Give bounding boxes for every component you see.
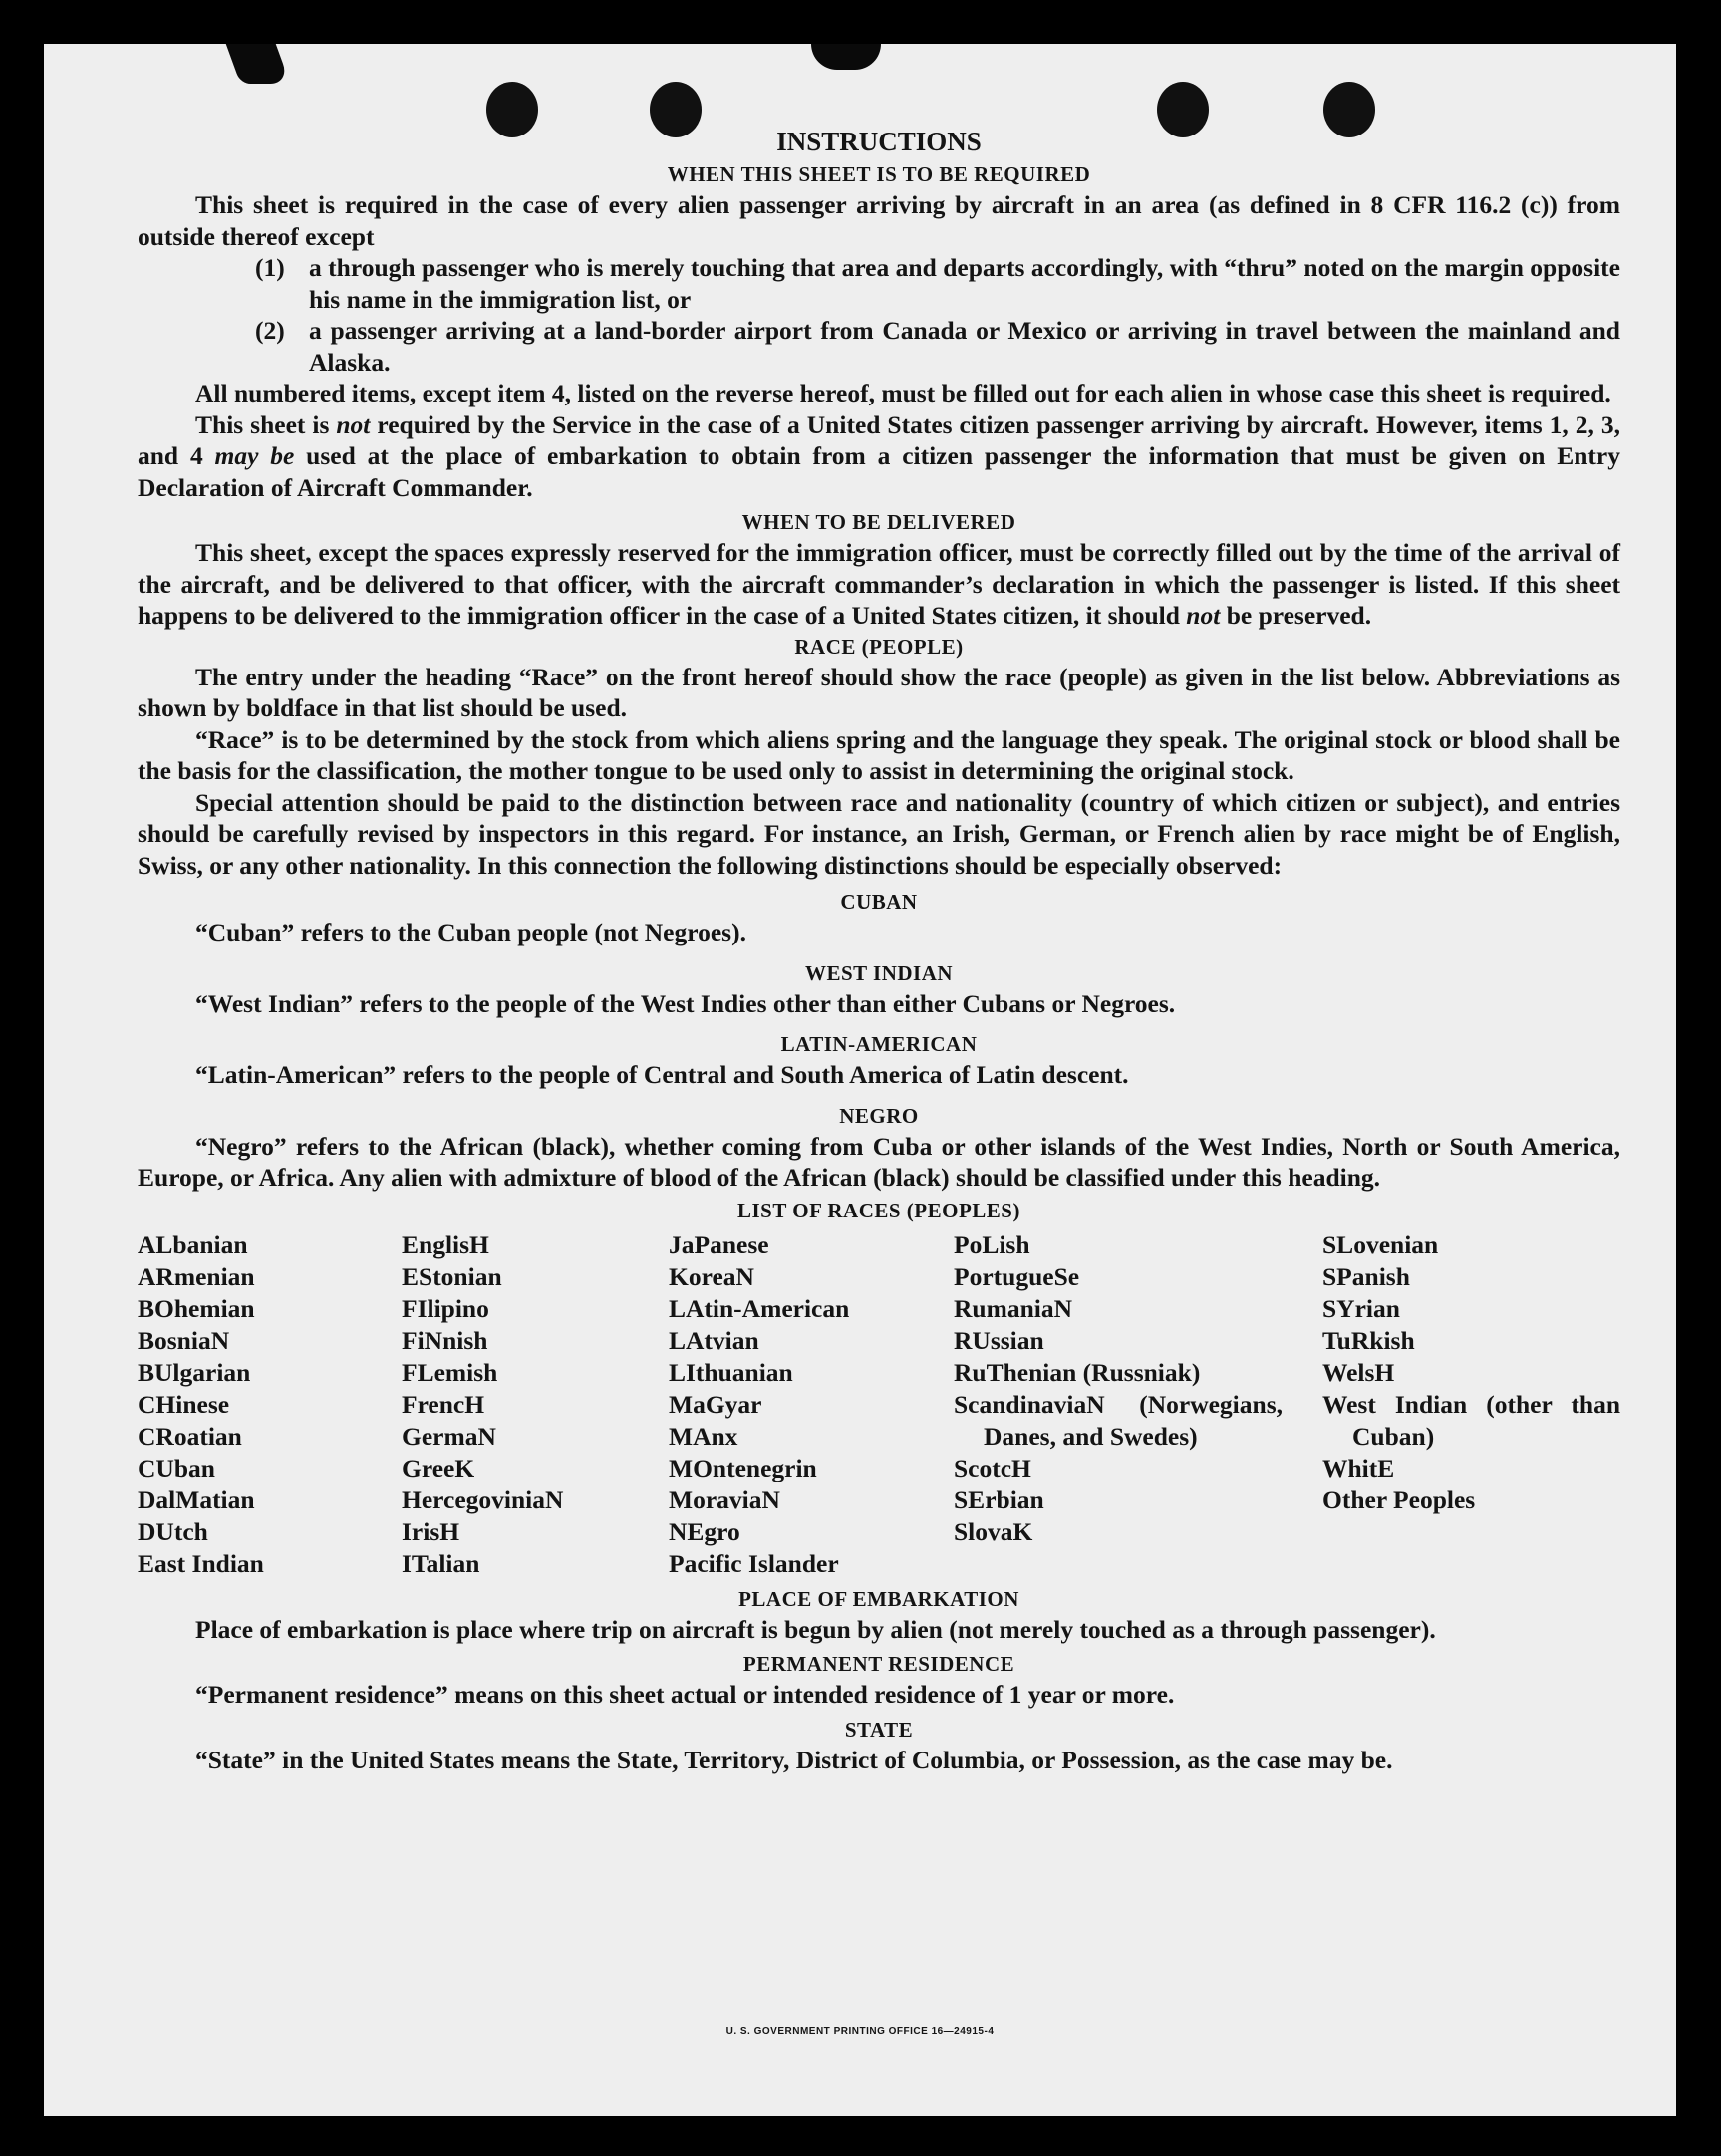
race-entry: KoreaN xyxy=(669,1261,754,1291)
text-run: used at the place of embarkation to obtain from a citizen passenger the information that must be given on Entry Declaration of Aircraft Commander. xyxy=(138,441,1620,502)
item-text: a through passenger who is merely touching that area and departs accordingly, with “thru” noted on the margin opposite his name in the immigration list, or xyxy=(309,253,1620,314)
instructions-content xyxy=(138,124,1620,1775)
races-column xyxy=(954,1229,1322,1580)
text-run: This sheet, except the spaces expressly reserved for the immigration officer, must be correctly filled out by the time of the arrival of the aircraft, and be delivered to that officer, with the aircraft commander’s declaration in which the passenger is listed. If this sheet happens to be delivered to the immigration officer in the case of a United States citizen, it should xyxy=(138,538,1620,630)
heading-state: STATE xyxy=(844,1717,914,1742)
paragraph-west-indian: “West Indian” refers to the people of the West Indies other than either Cubans or Negroes. xyxy=(195,988,1176,1018)
paragraph-embarkation: Place of embarkation is place where trip on aircraft is begun by alien (not merely touched as a through passenger). xyxy=(195,1614,1436,1644)
race-entry: NEgro xyxy=(669,1516,740,1546)
item-number: (2) xyxy=(255,316,285,345)
paragraph-required-intro: This sheet is required in the case of every alien passenger arriving by aircraft in an area (as defined in 8 CFR 116.2 (c)) from outside thereof except xyxy=(138,190,1620,251)
paragraph-delivered xyxy=(138,537,1620,632)
race-entry: RUssian xyxy=(954,1325,1044,1355)
paragraph-negro: “Negro” refers to the African (black), whether coming from Cuba or other islands of the West Indies, North or South America, Europe, or Africa. Any alien with admixture of blood of the African (black) should be classified under this heading. xyxy=(138,1131,1620,1192)
paragraph-cuban: “Cuban” refers to the Cuban people (not Negroes). xyxy=(195,918,746,946)
race-entry: RumaniaN xyxy=(954,1293,1073,1323)
heading-required: WHEN THIS SHEET IS TO BE REQUIRED xyxy=(667,162,1091,186)
races-column xyxy=(669,1229,954,1580)
heading-negro: NEGRO xyxy=(839,1103,919,1128)
race-entry: MaGyar xyxy=(669,1389,762,1419)
race-entry: SlovaK xyxy=(954,1516,1033,1546)
race-entry: EnglisH xyxy=(402,1229,489,1259)
race-entry: SYrian xyxy=(1322,1293,1400,1323)
heading-west-indian: WEST INDIAN xyxy=(804,960,954,985)
race-entry: LAtin-American xyxy=(669,1293,850,1323)
races-column xyxy=(402,1229,669,1580)
race-entry: CRoatian xyxy=(138,1421,242,1451)
torn-edge xyxy=(811,44,881,70)
race-entry: FLemish xyxy=(402,1357,498,1387)
page-title: INSTRUCTIONS xyxy=(776,127,982,156)
torn-edge xyxy=(226,44,291,84)
race-entry: RuThenian (Russniak) xyxy=(954,1357,1201,1387)
race-entry: FrencH xyxy=(402,1389,485,1419)
race-entry: ALbanian xyxy=(138,1229,248,1259)
document-sheet xyxy=(44,44,1676,2116)
race-entry: WhitE xyxy=(1322,1453,1395,1482)
text-run: This sheet is xyxy=(195,409,337,439)
text-run: in that list should be used. xyxy=(338,693,628,722)
heading-race: RACE (PEOPLE) xyxy=(794,634,964,659)
race-entry: FiNnish xyxy=(402,1325,488,1355)
paragraph-race-stock: “Race” is to be determined by the stock from which aliens spring and the language they speak. The original stock or blood shall be the basis for the classification, the mother tongue to be used only to assist in determining the original stock. xyxy=(138,724,1620,785)
paragraph-latin-american: “Latin-American” refers to the people of Central and South America of Latin descent. xyxy=(195,1060,1129,1089)
race-entry: BUlgarian xyxy=(138,1357,251,1387)
race-entry: SPanish xyxy=(1322,1261,1410,1291)
race-entry: ScotcH xyxy=(954,1453,1031,1482)
race-entry: MOntenegrin xyxy=(669,1453,817,1482)
paragraph-residence: “Permanent residence” means on this sheet actual or intended residence of 1 year or more. xyxy=(195,1680,1175,1709)
text-run: required by the Service in the case of a United States citizen passenger arriving by aircraft. However, items 1, 2, 3, and 4 xyxy=(138,409,1620,470)
race-entry: EStonian xyxy=(402,1261,502,1291)
race-entry: ARmenian xyxy=(138,1261,255,1291)
race-entry: MAnx xyxy=(669,1421,738,1451)
races-list xyxy=(138,1229,1620,1580)
italic-text: not xyxy=(336,409,371,439)
item-number: (1) xyxy=(255,253,285,282)
race-entry: BOhemian xyxy=(138,1293,255,1323)
race-entry: SLovenian xyxy=(1322,1229,1439,1259)
races-column xyxy=(138,1229,402,1580)
race-entry: BosniaN xyxy=(138,1325,230,1355)
heading-residence: PERMANENT RESIDENCE xyxy=(742,1652,1015,1676)
race-entry: FIlipino xyxy=(402,1293,489,1323)
race-entry: ITalian xyxy=(402,1548,480,1578)
race-entry: CUban xyxy=(138,1453,215,1482)
text-run: be preserved. xyxy=(1220,601,1372,630)
race-entry: DalMatian xyxy=(138,1484,255,1514)
race-entry: TuRkish xyxy=(1322,1325,1415,1355)
races-column xyxy=(1322,1229,1620,1580)
paragraph-state: “State” in the United States means the State, Territory, District of Columbia, or Possession, as the case may be. xyxy=(195,1745,1393,1774)
race-entry: Pacific Islander xyxy=(669,1548,839,1578)
race-entry: IrisH xyxy=(402,1516,460,1546)
printer-imprint: U. S. GOVERNMENT PRINTING OFFICE 16—24915-4 xyxy=(725,2026,995,2037)
race-entry: GreeK xyxy=(402,1453,475,1482)
italic-text: may be xyxy=(214,441,295,470)
race-entry: West Indian (other than Cuban) xyxy=(1322,1389,1620,1451)
race-entry: LAtvian xyxy=(669,1325,759,1355)
race-entry: MoraviaN xyxy=(669,1484,780,1514)
race-entry: CHinese xyxy=(138,1389,230,1419)
race-entry: WelsH xyxy=(1322,1357,1395,1387)
paragraph-numbered-items: All numbered items, except item 4, listed on the reverse hereof, must be filled out for each alien in whose case this sheet is required. xyxy=(195,379,1611,407)
race-entry: ScandinaviaN (Norwegians, Danes, and Swedes) xyxy=(954,1389,1283,1451)
exception-item xyxy=(138,252,1620,315)
paragraph-race-entry xyxy=(138,662,1620,724)
race-entry: PoLish xyxy=(954,1229,1030,1259)
heading-races-list: LIST OF RACES (PEOPLES) xyxy=(737,1198,1020,1222)
race-entry: JaPanese xyxy=(669,1229,769,1259)
race-entry: DUtch xyxy=(138,1516,208,1546)
heading-embarkation: PLACE OF EMBARKATION xyxy=(738,1586,1019,1611)
race-entry: HercegoviniaN xyxy=(402,1484,564,1514)
race-entry: SErbian xyxy=(954,1484,1044,1514)
race-entry: Other Peoples xyxy=(1322,1484,1476,1514)
heading-delivered: WHEN TO BE DELIVERED xyxy=(741,510,1016,534)
text-run: The entry under the heading “Race” on the front hereof should show the race (people) as given in the list below. Abbreviations as shown by xyxy=(138,662,1620,722)
item-text: a passenger arriving at a land-border airport from Canada or Mexico or arriving in travel between the mainland and Alaska. xyxy=(309,316,1620,377)
exception-item xyxy=(138,315,1620,378)
race-entry: East Indian xyxy=(138,1548,264,1578)
paragraph-citizen xyxy=(138,409,1620,504)
heading-cuban: CUBAN xyxy=(840,890,918,914)
race-entry: LIthuanian xyxy=(669,1357,793,1387)
paragraph-race-nationality: Special attention should be paid to the distinction between race and nationality (country of which citizen or subject), and entries should be carefully revised by inspectors in this regard. For instance, an Irish, German, or French alien by race might be of English, Swiss, or any other nationality. In this connection the following distinctions should be especially observed: xyxy=(138,787,1620,880)
italic-text: not xyxy=(1186,601,1221,630)
heading-latin-american: LATIN-AMERICAN xyxy=(780,1032,978,1056)
bold-text: boldface xyxy=(246,693,339,722)
race-entry: PortugueSe xyxy=(954,1261,1080,1291)
race-entry: GermaN xyxy=(402,1421,496,1451)
